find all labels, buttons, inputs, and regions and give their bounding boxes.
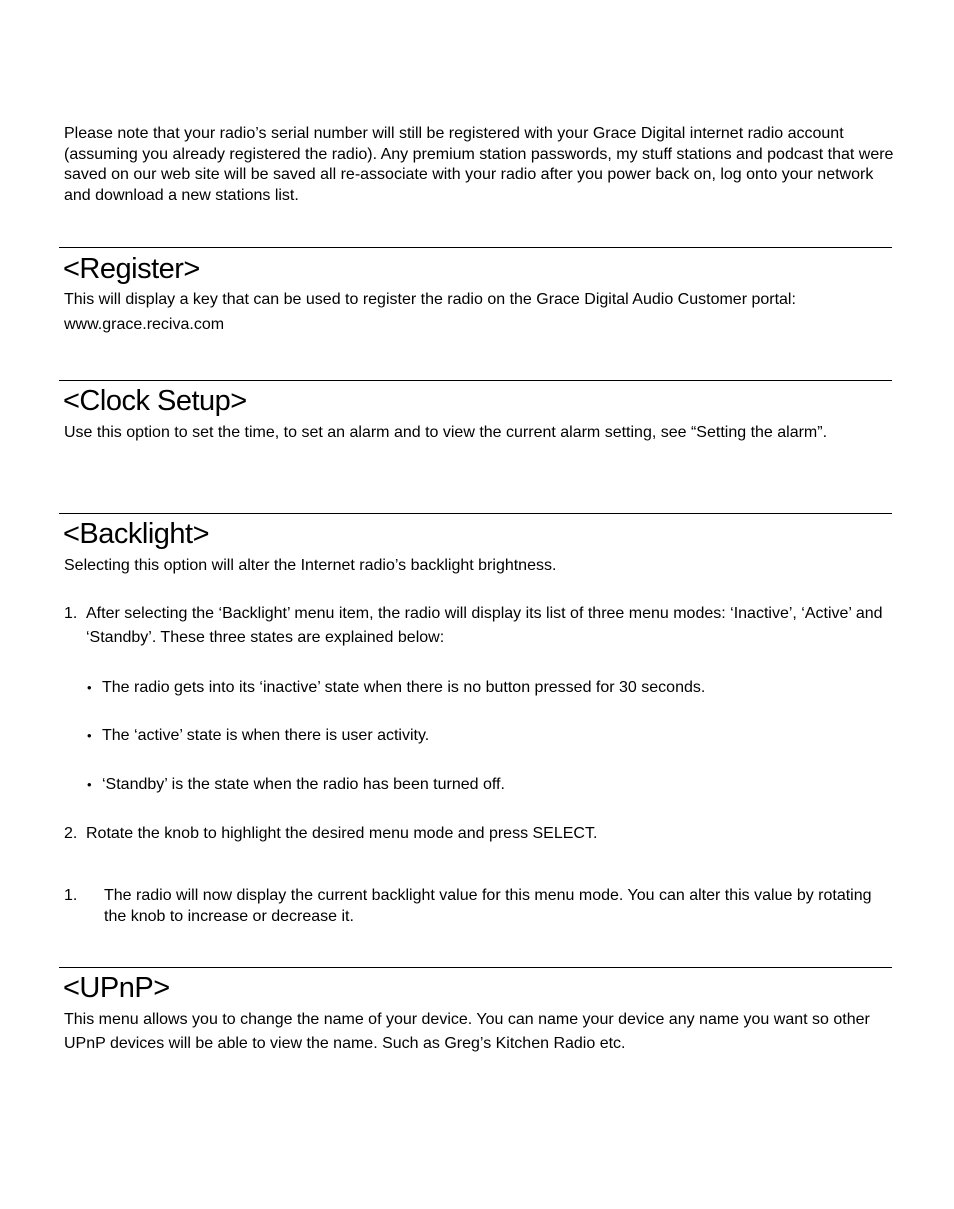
backlight-step-1: After selecting the ‘Backlight’ menu item, the radio will display its list of three menu modes: ‘Inactive’, ‘Active’ and ‘Standby’. These three states are explained below:	[86, 605, 883, 646]
backlight-body: Selecting this option will alter the Internet radio’s backlight brightness.	[64, 557, 557, 574]
heading-clock-setup: <Clock Setup>	[63, 385, 247, 417]
heading-upnp: <UPnP>	[63, 972, 170, 1004]
backlight-note: The radio will now display the current backlight value for this menu mode. You can alter this value by rotating the knob to increase or decrease it.	[104, 887, 872, 925]
bullet-item-inactive: The radio gets into its ‘inactive’ state when there is no button pressed for 30 seconds.	[102, 679, 706, 696]
list-number: 2.	[64, 825, 78, 842]
bullet-glyph: •	[87, 777, 92, 792]
section-divider	[59, 380, 892, 381]
heading-register: <Register>	[63, 253, 200, 285]
bullet-item-active: The ‘active’ state is when there is user activity.	[102, 727, 430, 744]
backlight-step-2: Rotate the knob to highlight the desired menu mode and press SELECT.	[86, 825, 598, 842]
list-number: 1.	[64, 605, 78, 622]
section-divider	[59, 513, 892, 514]
heading-backlight: <Backlight>	[63, 518, 210, 550]
section-divider	[59, 967, 892, 968]
intro-paragraph: Please note that your radio’s serial number will still be registered with your Grace Digital internet radio account (assuming you already registered the radio). Any premium station passwords, my stuff stations and podcast that were saved on our web site will be saved all re-associate with your radio after you power back on, log onto your network and download a new stations list.	[64, 125, 894, 204]
clock-body: Use this option to set the time, to set an alarm and to view the current alarm setting, see “Setting the alarm”.	[64, 424, 828, 441]
section-divider	[59, 247, 892, 248]
list-number: 1.	[64, 887, 78, 904]
bullet-glyph: •	[87, 728, 92, 743]
register-url: www.grace.reciva.com	[64, 316, 225, 333]
register-body: This will display a key that can be used to register the radio on the Grace Digital Audio Customer portal:	[64, 291, 796, 308]
bullet-item-standby: ‘Standby’ is the state when the radio has been turned off.	[102, 776, 505, 793]
bullet-glyph: •	[87, 680, 92, 695]
upnp-body: This menu allows you to change the name of your device. You can name your device any name you want so other UPnP devices will be able to view the name. Such as Greg’s Kitchen Radio etc.	[64, 1011, 870, 1052]
